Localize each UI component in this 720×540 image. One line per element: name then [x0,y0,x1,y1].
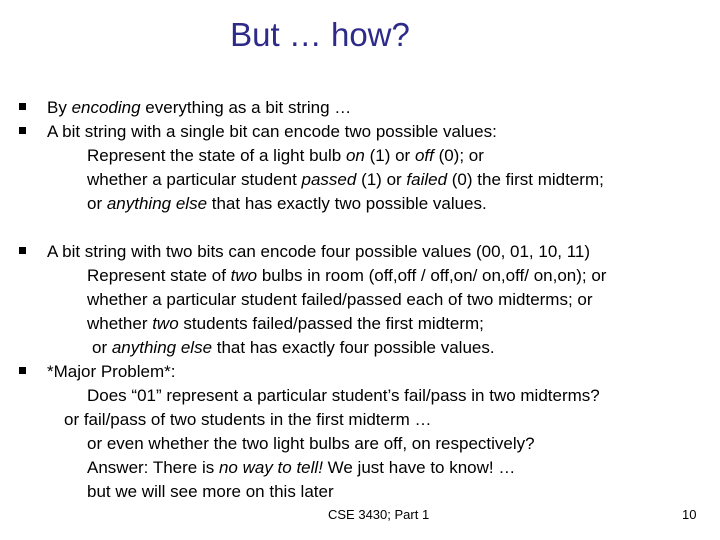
bullet-icon [19,247,26,254]
footer-course: CSE 3430; Part 1 [328,507,430,522]
emphasis-text: anything else [111,338,213,357]
text-line: Does “01” represent a particular student’s fail/pass in two midterms? [87,386,600,405]
text-line: or anything else that has exactly four possible values. [92,338,495,357]
emphasis-text: encoding [71,98,141,117]
text-line: By encoding everything as a bit string … [47,98,352,117]
text-line: Represent state of two bulbs in room (off,off / off,on/ on,off/ on,on); or [87,266,607,285]
bullet-icon [19,127,26,134]
slide-title: But … how? [230,16,410,53]
text-line: or anything else that has exactly two possible values. [87,194,487,213]
text-line: A bit string with two bits can encode four possible values (00, 01, 10, 11) [47,242,591,261]
text-line: whether a particular student failed/passed each of two midterms; or [87,290,593,309]
text-line: whether two students failed/passed the first midterm; [87,314,484,333]
text-line: whether a particular student passed (1) or failed (0) the first midterm; [87,170,604,189]
emphasis-text: off [414,146,434,165]
text-line: or even whether the two light bulbs are off, on respectively? [87,434,535,453]
emphasis-text: anything else [106,194,208,213]
text-line: but we will see more on this later [87,482,334,501]
emphasis-text: passed [301,170,357,189]
emphasis-text: on [345,146,365,165]
text-line: or fail/pass of two students in the first midterm … [64,410,432,429]
emphasis-text: two [230,266,258,285]
emphasis-text: two [152,314,179,333]
emphasis-text: failed [406,170,448,189]
text-line: A bit string with a single bit can encode two possible values: [47,122,497,141]
bullet-icon [19,367,26,374]
footer-page-number: 10 [682,507,697,522]
text-line: Answer: There is no way to tell! We just have to know! … [87,458,516,477]
emphasis-text: no way to tell! [218,458,323,477]
bullet-icon [19,103,26,110]
text-line: *Major Problem*: [47,362,176,381]
text-line: Represent the state of a light bulb on (1) or off (0); or [87,146,484,165]
